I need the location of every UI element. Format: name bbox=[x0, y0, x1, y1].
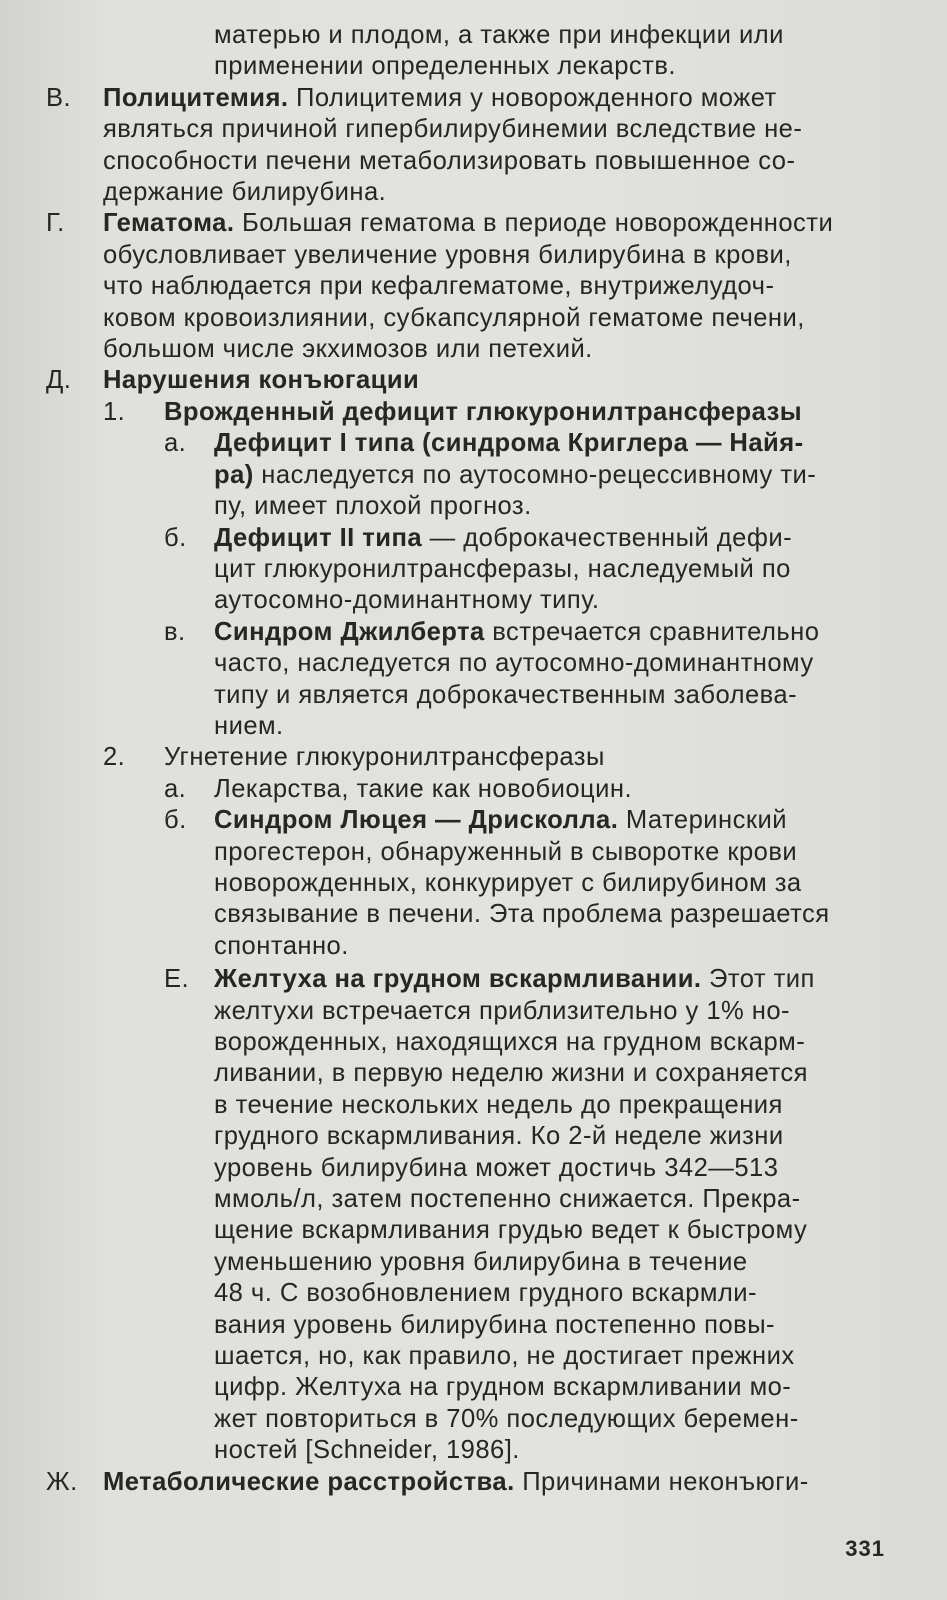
item-marker: б. bbox=[164, 806, 187, 835]
section-e-line: уменьшению уровня билирубина в течение bbox=[214, 1247, 748, 1276]
item-d1b-line-1 bbox=[164, 523, 889, 554]
item-d1a-line-2 bbox=[214, 460, 889, 491]
page-number: 331 bbox=[845, 1536, 885, 1561]
section-e-title: Желтуха на грудном вскармливании. bbox=[214, 965, 702, 994]
section-marker: Ж. bbox=[46, 1467, 78, 1496]
item-d1a-text: наследуется по аутосомно-рецессивному ти- bbox=[253, 460, 817, 489]
section-v-line: способности печени метаболизировать повышенное со- bbox=[103, 146, 796, 175]
section-e-text: Этот тип bbox=[701, 965, 815, 994]
section-zh-line-1 bbox=[46, 1467, 889, 1498]
section-e-line-1 bbox=[164, 964, 889, 995]
section-v-line: держание билирубина. bbox=[103, 178, 387, 207]
item-d2b-line: связывание в печени. Эта проблема разрешается bbox=[214, 900, 830, 929]
subsection-d1-line-1 bbox=[103, 397, 889, 428]
section-e-line: уровень билирубина может достичь 342—513 bbox=[214, 1153, 779, 1182]
section-g-text: Большая гематома в периоде новорожденности bbox=[234, 209, 834, 238]
intro-line-2: применении определенных лекарств. bbox=[214, 52, 676, 81]
section-g-line: ковом кровоизлиянии, субкапсулярной гематоме печени, bbox=[103, 303, 805, 332]
section-g-title: Гематома. bbox=[103, 209, 235, 238]
item-d1v-title: Синдром Джилберта bbox=[214, 617, 485, 646]
section-v-title: Полицитемия. bbox=[103, 83, 289, 112]
subsection-d2-title: Угнетение глюкуронилтрансферазы bbox=[164, 743, 605, 772]
item-marker: а. bbox=[164, 429, 187, 458]
item-d1b-line: цит глюкуронилтрансферазы, наследуемый по bbox=[214, 554, 791, 583]
section-e-line: ворожденных, находящихся на грудном вскарм- bbox=[214, 1028, 806, 1056]
section-v-text: Полицитемия у новорожденного может bbox=[288, 83, 777, 112]
item-d1v-line: нием. bbox=[214, 711, 284, 740]
section-e-line: цифр. Желтуха на грудном вскармливании мо- bbox=[214, 1373, 792, 1402]
item-d1a-title: Дефицит I типа (синдрома Криглера — Найя- bbox=[214, 429, 804, 458]
section-e-line: ностей [Schneider, 1986]. bbox=[214, 1436, 520, 1465]
item-marker: б. bbox=[164, 523, 187, 552]
item-d1v-text: встречается сравнительно bbox=[484, 617, 820, 646]
section-d-title: Нарушения конъюгации bbox=[103, 366, 420, 395]
item-d2b-line: прогестерон, обнаруженный в сыворотке крови bbox=[214, 837, 798, 866]
section-e-line: жет повториться в 70% последующих беремен- bbox=[214, 1404, 799, 1433]
item-d1b-line: аутосомно-доминантному типу. bbox=[214, 586, 600, 615]
section-e-line: вания уровень билирубина постепенно повы- bbox=[214, 1310, 776, 1339]
section-e-line: щение вскармливания грудью ведет к быстрому bbox=[214, 1216, 808, 1245]
item-marker: а. bbox=[164, 774, 187, 803]
section-v-line: являться причиной гипербилирубинемии вследствие не- bbox=[103, 115, 803, 144]
section-v-line-1 bbox=[46, 83, 889, 114]
item-d1a-line-1 bbox=[164, 428, 889, 459]
section-e-line: желтухи встречается приблизительно у 1% но- bbox=[214, 996, 791, 1025]
item-d1v-line: типу и является доброкачественным заболева- bbox=[214, 680, 798, 709]
intro-line-1: матерью и плодом, а также при инфекции или bbox=[214, 21, 784, 49]
section-zh-text: Причинами неконъюги- bbox=[514, 1467, 809, 1496]
section-marker: В. bbox=[46, 83, 72, 112]
item-d2b-text: Материнский bbox=[618, 806, 788, 835]
item-d2a-text: Лекарства, такие как новобиоцин. bbox=[214, 774, 633, 803]
section-marker: Е. bbox=[164, 965, 190, 994]
section-d-line-1 bbox=[46, 365, 889, 396]
section-marker: Д. bbox=[46, 366, 72, 395]
section-zh-title: Метаболические расстройства. bbox=[103, 1467, 515, 1496]
section-e-line: ммоль/л, затем постепенно снижается. Прекра- bbox=[214, 1185, 801, 1214]
section-e-line: грудного вскармливания. Ко 2-й неделе жизни bbox=[214, 1122, 784, 1151]
item-d1a-line: пу, имеет плохой прогноз. bbox=[214, 492, 532, 521]
subsection-d2-line-1 bbox=[103, 742, 889, 773]
item-d2b-title: Синдром Люцея — Дрисколла. bbox=[214, 806, 619, 835]
item-d2b-line: спонтанно. bbox=[214, 931, 349, 960]
item-marker: в. bbox=[164, 617, 186, 646]
subsection-marker: 2. bbox=[103, 743, 126, 772]
item-d1v-line: часто, наследуется по аутосомно-доминантному bbox=[214, 649, 814, 678]
item-d2a-line-1 bbox=[164, 774, 889, 805]
section-g-line: обусловливает увеличение уровня билирубина в крови, bbox=[103, 240, 792, 269]
section-e-line: 48 ч. С возобновлением грудного вскармли- bbox=[214, 1279, 758, 1308]
subsection-d1-title: Врожденный дефицит глюкуронилтрансферазы bbox=[164, 397, 803, 426]
item-d1b-title: Дефицит II типа bbox=[214, 523, 423, 552]
item-d1b-text: — доброкачественный дефи- bbox=[422, 523, 793, 552]
section-g-line: что наблюдается при кефалгематоме, внутрижелудоч- bbox=[103, 272, 775, 301]
section-g-line-1 bbox=[46, 208, 889, 239]
section-e-line: ливании, в первую неделю жизни и сохраняется bbox=[214, 1059, 808, 1088]
item-d1a-title-end: ра) bbox=[214, 460, 254, 489]
item-d1v-line-1 bbox=[164, 617, 889, 648]
subsection-marker: 1. bbox=[103, 397, 126, 426]
section-marker: Г. bbox=[46, 209, 65, 238]
item-d2b-line-1 bbox=[164, 805, 889, 836]
item-d2b-line: новорожденных, конкурирует с билирубином за bbox=[214, 868, 802, 897]
section-g-line: большом числе экхимозов или петехий. bbox=[103, 335, 593, 364]
section-e-line: в течение нескольких недель до прекращения bbox=[214, 1090, 783, 1119]
section-e-line: шается, но, как правило, не достигает прежних bbox=[214, 1342, 795, 1371]
